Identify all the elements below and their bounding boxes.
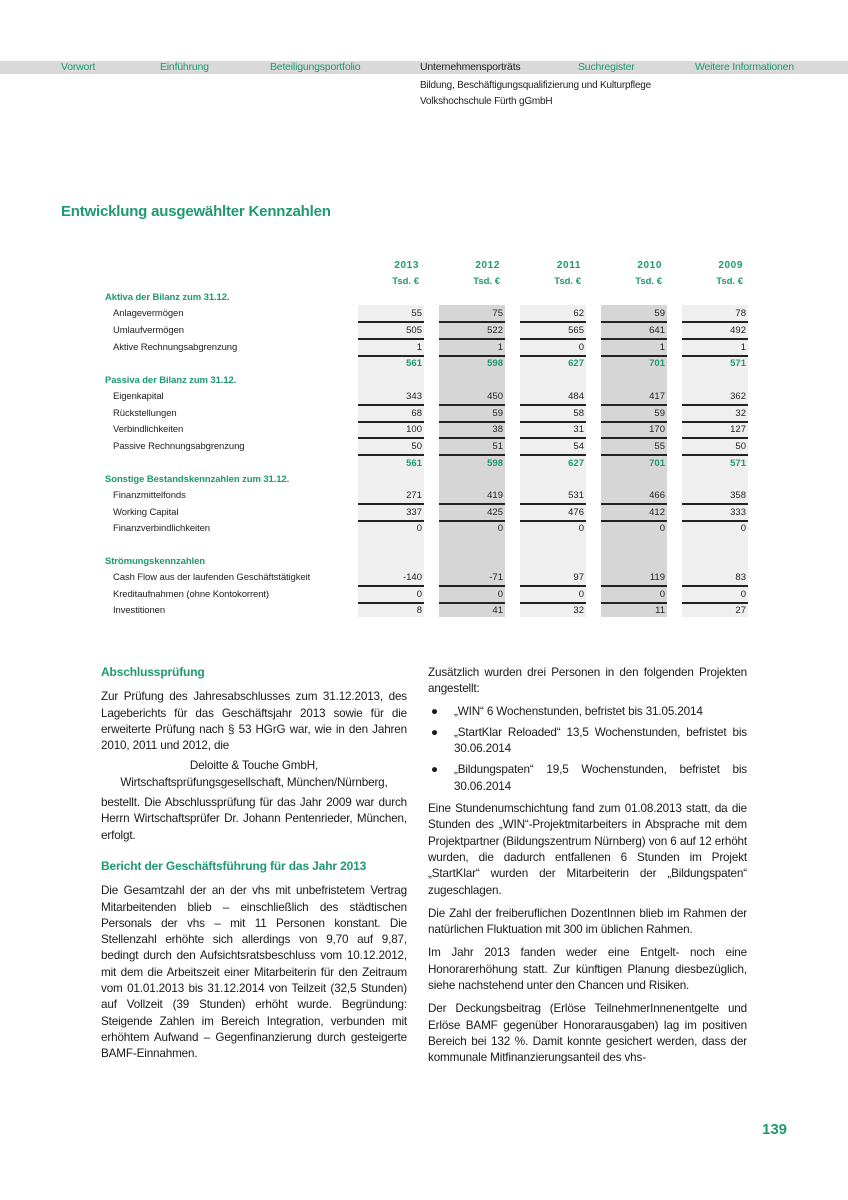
year-header: 2010 [637, 260, 662, 271]
table-cell: 1 [416, 342, 422, 353]
row-divider [358, 520, 424, 522]
bullet-icon: ● [431, 704, 438, 718]
row-divider [601, 585, 667, 587]
table-cell: 119 [649, 572, 665, 583]
row-label: Passive Rechnungsabgrenzung [113, 441, 245, 452]
row-divider [520, 355, 586, 357]
row-divider [682, 421, 748, 423]
row-label: Finanzverbindlichkeiten [113, 523, 210, 534]
row-label: Finanzmittelfonds [113, 490, 186, 501]
paragraph: Eine Stundenumschichtung fand zum 01.08.2013 statt, da die Stunden des „WIN“-Projektmitarbeiters in Absprache mit dem Projektpartner (Bildungszentrum Nürnberg) von 6 auf 12 erhöht wurden, die dadurch entfallenen 6 Stunden im Projekt „StartKlar“ wurden der Mitarbeiterin der „Bildungspaten“ zugeschlagen. [428, 802, 747, 897]
unit-header: Tsd. € [473, 276, 500, 287]
nav-item-vorwort[interactable]: Vorwort [61, 61, 96, 73]
table-cell: 62 [573, 308, 584, 319]
row-divider [682, 338, 748, 340]
row-divider [601, 338, 667, 340]
table-cell: 0 [740, 523, 746, 534]
row-divider [520, 520, 586, 522]
table-cell: 68 [411, 408, 422, 419]
row-divider [439, 454, 505, 456]
top-navigation [0, 61, 848, 74]
row-divider [439, 503, 505, 505]
row-divider [601, 421, 667, 423]
row-divider [358, 338, 424, 340]
table-cell: 0 [497, 523, 503, 534]
right-text-column [428, 665, 747, 1074]
table-cell: 0 [578, 342, 584, 353]
paragraph: Zur Prüfung des Jahresabschlusses zum 31.12.2013, des Lageberichts für das Geschäftsjahr 2013 sowie für die erweiterte Prüfung nach § 53 HGrG war, wie in den Jahren 2010, 2011 und 2012, die [101, 690, 407, 753]
table-cell: 0 [416, 589, 422, 600]
table-cell: 38 [492, 424, 503, 435]
total-cell: 598 [487, 458, 503, 469]
table-cell: 484 [568, 391, 584, 402]
row-divider [520, 602, 586, 604]
row-divider [520, 585, 586, 587]
table-cell: 97 [573, 572, 584, 583]
section-heading-stroemung: Strömungskennzahlen [105, 556, 205, 567]
row-divider [358, 421, 424, 423]
row-label: Investitionen [113, 605, 166, 616]
table-cell: 565 [568, 325, 584, 336]
total-cell: 571 [730, 458, 746, 469]
nav-item-beteiligungsportfolio[interactable]: Beteiligungsportfolio [270, 61, 361, 73]
table-cell: 8 [416, 605, 422, 616]
section-heading-passiva: Passiva der Bilanz zum 31.12. [105, 375, 237, 386]
table-cell: 492 [730, 325, 746, 336]
row-divider [520, 421, 586, 423]
row-divider [520, 437, 586, 439]
total-cell: 561 [406, 458, 422, 469]
table-cell: 337 [406, 507, 422, 518]
row-divider [682, 602, 748, 604]
row-divider [601, 602, 667, 604]
row-divider [682, 355, 748, 357]
table-cell: 333 [730, 507, 746, 518]
row-divider [358, 602, 424, 604]
table-cell: 466 [649, 490, 665, 501]
nav-item-unternehmensportraets[interactable]: Unternehmensporträts [420, 61, 521, 73]
unit-header: Tsd. € [392, 276, 419, 287]
paragraph: bestellt. Die Abschlussprüfung für das Jahr 2009 war durch Herrn Wirtschaftsprüfer Dr. Johann Pentenrieder, München, erfolgt. [101, 796, 407, 842]
project-list [428, 704, 747, 795]
table-cell: 58 [573, 408, 584, 419]
row-divider [439, 421, 505, 423]
year-header: 2011 [556, 260, 581, 271]
table-cell: 59 [654, 408, 665, 419]
table-cell: 55 [411, 308, 422, 319]
total-cell: 598 [487, 358, 503, 369]
row-label: Eigenkapital [113, 391, 164, 402]
bullet-icon: ● [431, 763, 438, 777]
row-label: Rückstellungen [113, 408, 177, 419]
section-title: Entwicklung ausgewählter Kennzahlen [61, 203, 331, 220]
total-cell: 561 [406, 358, 422, 369]
table-cell: 75 [492, 308, 503, 319]
table-cell: 27 [735, 605, 746, 616]
row-divider [682, 503, 748, 505]
row-divider [358, 355, 424, 357]
table-cell: 11 [655, 605, 665, 616]
nav-item-weitere-informationen[interactable]: Weitere Informationen [695, 61, 794, 73]
row-divider [358, 404, 424, 406]
table-cell: 0 [659, 589, 665, 600]
total-cell: 571 [730, 358, 746, 369]
row-divider [601, 404, 667, 406]
left-text-column [101, 664, 407, 1070]
table-cell: 50 [411, 441, 422, 452]
row-divider [439, 585, 505, 587]
row-divider [358, 585, 424, 587]
table-cell: 51 [492, 441, 503, 452]
total-cell: 627 [568, 458, 584, 469]
row-label: Cash Flow aus der laufenden Geschäftstätigkeit [113, 572, 311, 583]
row-divider [601, 321, 667, 323]
section-heading-aktiva: Aktiva der Bilanz zum 31.12. [105, 292, 230, 303]
table-cell: 41 [492, 605, 503, 616]
table-cell: 476 [568, 507, 584, 518]
row-divider [601, 454, 667, 456]
table-cell: 412 [649, 507, 665, 518]
section-heading-sonstige: Sonstige Bestandskennzahlen zum 31.12. [105, 474, 290, 485]
row-divider [439, 321, 505, 323]
table-cell: 358 [730, 490, 746, 501]
bullet-icon: ● [431, 725, 438, 739]
row-divider [682, 454, 748, 456]
table-cell: 419 [487, 490, 503, 501]
row-divider [682, 321, 748, 323]
row-divider [358, 321, 424, 323]
category-subtitle: Bildung, Beschäftigungsqualifizierung und Kulturpflege [420, 80, 652, 91]
company-subtitle: Volkshochschule Fürth gGmbH [420, 96, 553, 107]
row-label: Verbindlichkeiten [113, 424, 184, 435]
row-divider [682, 520, 748, 522]
row-divider [682, 585, 748, 587]
row-divider [520, 404, 586, 406]
row-divider [439, 404, 505, 406]
table-cell: 362 [730, 391, 746, 402]
row-label: Kreditaufnahmen (ohne Kontokorrent) [113, 589, 269, 600]
total-cell: 701 [649, 458, 665, 469]
year-header: 2013 [394, 260, 419, 271]
paragraph: Die Zahl der freiberuflichen DozentInnen blieb im Rahmen der natürlichen Fluktuation mit 300 im üblichen Rahmen. [428, 906, 747, 937]
table-cell: 531 [568, 490, 584, 501]
page-number: 139 [762, 1121, 788, 1138]
row-divider [439, 602, 505, 604]
heading-bericht-geschaeftsfuehrung: Bericht der Geschäftsführung für das Jahr 2013 [101, 858, 367, 873]
table-cell: 32 [573, 605, 584, 616]
row-label: Working Capital [113, 507, 179, 518]
table-cell: 450 [487, 391, 503, 402]
year-header: 2012 [475, 260, 500, 271]
unit-header: Tsd. € [554, 276, 581, 287]
table-cell: 641 [649, 325, 665, 336]
table-cell: 343 [406, 391, 422, 402]
table-cell: 1 [659, 342, 665, 353]
paragraph: Im Jahr 2013 fanden weder eine Entgelt- noch eine Honorarerhöhung statt. Zur künftigen Planung diesbezüglich, siehe nachstehend unter den Chancen und Risiken. [428, 946, 747, 993]
row-divider [682, 404, 748, 406]
heading-abschlusspruefung: Abschlussprüfung [101, 665, 205, 679]
table-cell: 100 [406, 424, 422, 435]
year-header: 2009 [718, 260, 743, 271]
row-divider [520, 503, 586, 505]
table-cell: 32 [735, 408, 746, 419]
row-label: Umlaufvermögen [113, 325, 184, 336]
table-cell: 31 [573, 424, 584, 435]
nav-item-suchregister[interactable]: Suchregister [578, 61, 635, 73]
paragraph: Die Gesamtzahl der an der vhs mit unbefristetem Vertrag Mitarbeitenden blieb – einschließlich des städtischen Personals der vhs – mit 11 Personen konstant. Die Stellenzahl erhöhte sich allerdings von 9,70 auf 9,87, bedingt durch den Aufsichtsratsbeschluss vom 10.12.2012, mit dem die Arbeitszeit einer Mitarbeiterin für den Zeitraum vom 01.01.2013 bis 31.12.2014 von Teilzeit (32,5 Stunden) auf Vollzeit (39 Stunden) erhöht wurde. Begründung: Steigende Zahlen im Bereich Integration, verbunden mit erhöhtem Aufwand – Gegenfinanzierung durch gesteigerte BAMF-Einnahmen. [101, 884, 407, 1061]
table-cell: 78 [735, 308, 746, 319]
row-divider [439, 338, 505, 340]
table-cell: 1 [740, 342, 746, 353]
row-divider [601, 437, 667, 439]
row-divider [520, 454, 586, 456]
table-cell: 170 [649, 424, 665, 435]
table-cell: 425 [487, 507, 503, 518]
paragraph: Der Deckungsbeitrag (Erlöse TeilnehmerInnenentgelte und Erlöse BAMF gegenüber Honorarausgaben) lag im positiven Bereich bei 132 %. Damit konnte gesichert werden, dass der kommunale Mitfinanzierungsanteil des vhs- [428, 1002, 747, 1065]
unit-header: Tsd. € [716, 276, 743, 287]
total-cell: 701 [649, 358, 665, 369]
row-divider [439, 355, 505, 357]
row-divider [682, 437, 748, 439]
row-divider [601, 503, 667, 505]
row-divider [358, 437, 424, 439]
table-cell: 522 [487, 325, 503, 336]
list-item: ● „WIN“ 6 Wochenstunden, befristet bis 31.05.2014 [428, 704, 747, 720]
nav-item-einfuehrung[interactable]: Einführung [160, 61, 209, 73]
table-cell: 0 [740, 589, 746, 600]
table-cell: 505 [406, 325, 422, 336]
row-label: Anlagevermögen [113, 308, 184, 319]
table-cell: 0 [659, 523, 665, 534]
row-label: Aktive Rechnungsabgrenzung [113, 342, 238, 353]
row-divider [439, 437, 505, 439]
table-cell: -140 [402, 572, 422, 583]
list-item: ● „Bildungspaten“ 19,5 Wochenstunden, befristet bis 30.06.2014 [431, 763, 747, 793]
table-cell: 1 [497, 342, 503, 353]
table-cell: 59 [654, 308, 665, 319]
table-cell: 55 [654, 441, 665, 452]
row-divider [358, 503, 424, 505]
table-cell: 271 [406, 490, 422, 501]
table-cell: -71 [489, 572, 503, 583]
paragraph: Zusätzlich wurden drei Personen in den folgenden Projekten angestellt: [428, 666, 747, 696]
row-divider [520, 338, 586, 340]
table-cell: 83 [735, 572, 746, 583]
table-cell: 0 [578, 589, 584, 600]
table-cell: 50 [735, 441, 746, 452]
row-divider [439, 520, 505, 522]
table-cell: 127 [730, 424, 746, 435]
row-divider [520, 321, 586, 323]
table-cell: 417 [649, 391, 665, 402]
table-cell: 0 [578, 523, 584, 534]
row-divider [358, 454, 424, 456]
list-item: ● „StartKlar Reloaded“ 13,5 Wochenstunden, befristet bis 30.06.2014 [431, 725, 747, 756]
table-cell: 0 [497, 589, 503, 600]
row-divider [601, 520, 667, 522]
table-cell: 0 [416, 523, 422, 534]
auditor-name: Deloitte & Touche GmbH, Wirtschaftsprüfungsgesellschaft, München/Nürnberg, [120, 759, 388, 789]
total-cell: 627 [568, 358, 584, 369]
table-cell: 59 [492, 408, 503, 419]
unit-header: Tsd. € [635, 276, 662, 287]
row-divider [601, 355, 667, 357]
table-cell: 54 [573, 441, 584, 452]
